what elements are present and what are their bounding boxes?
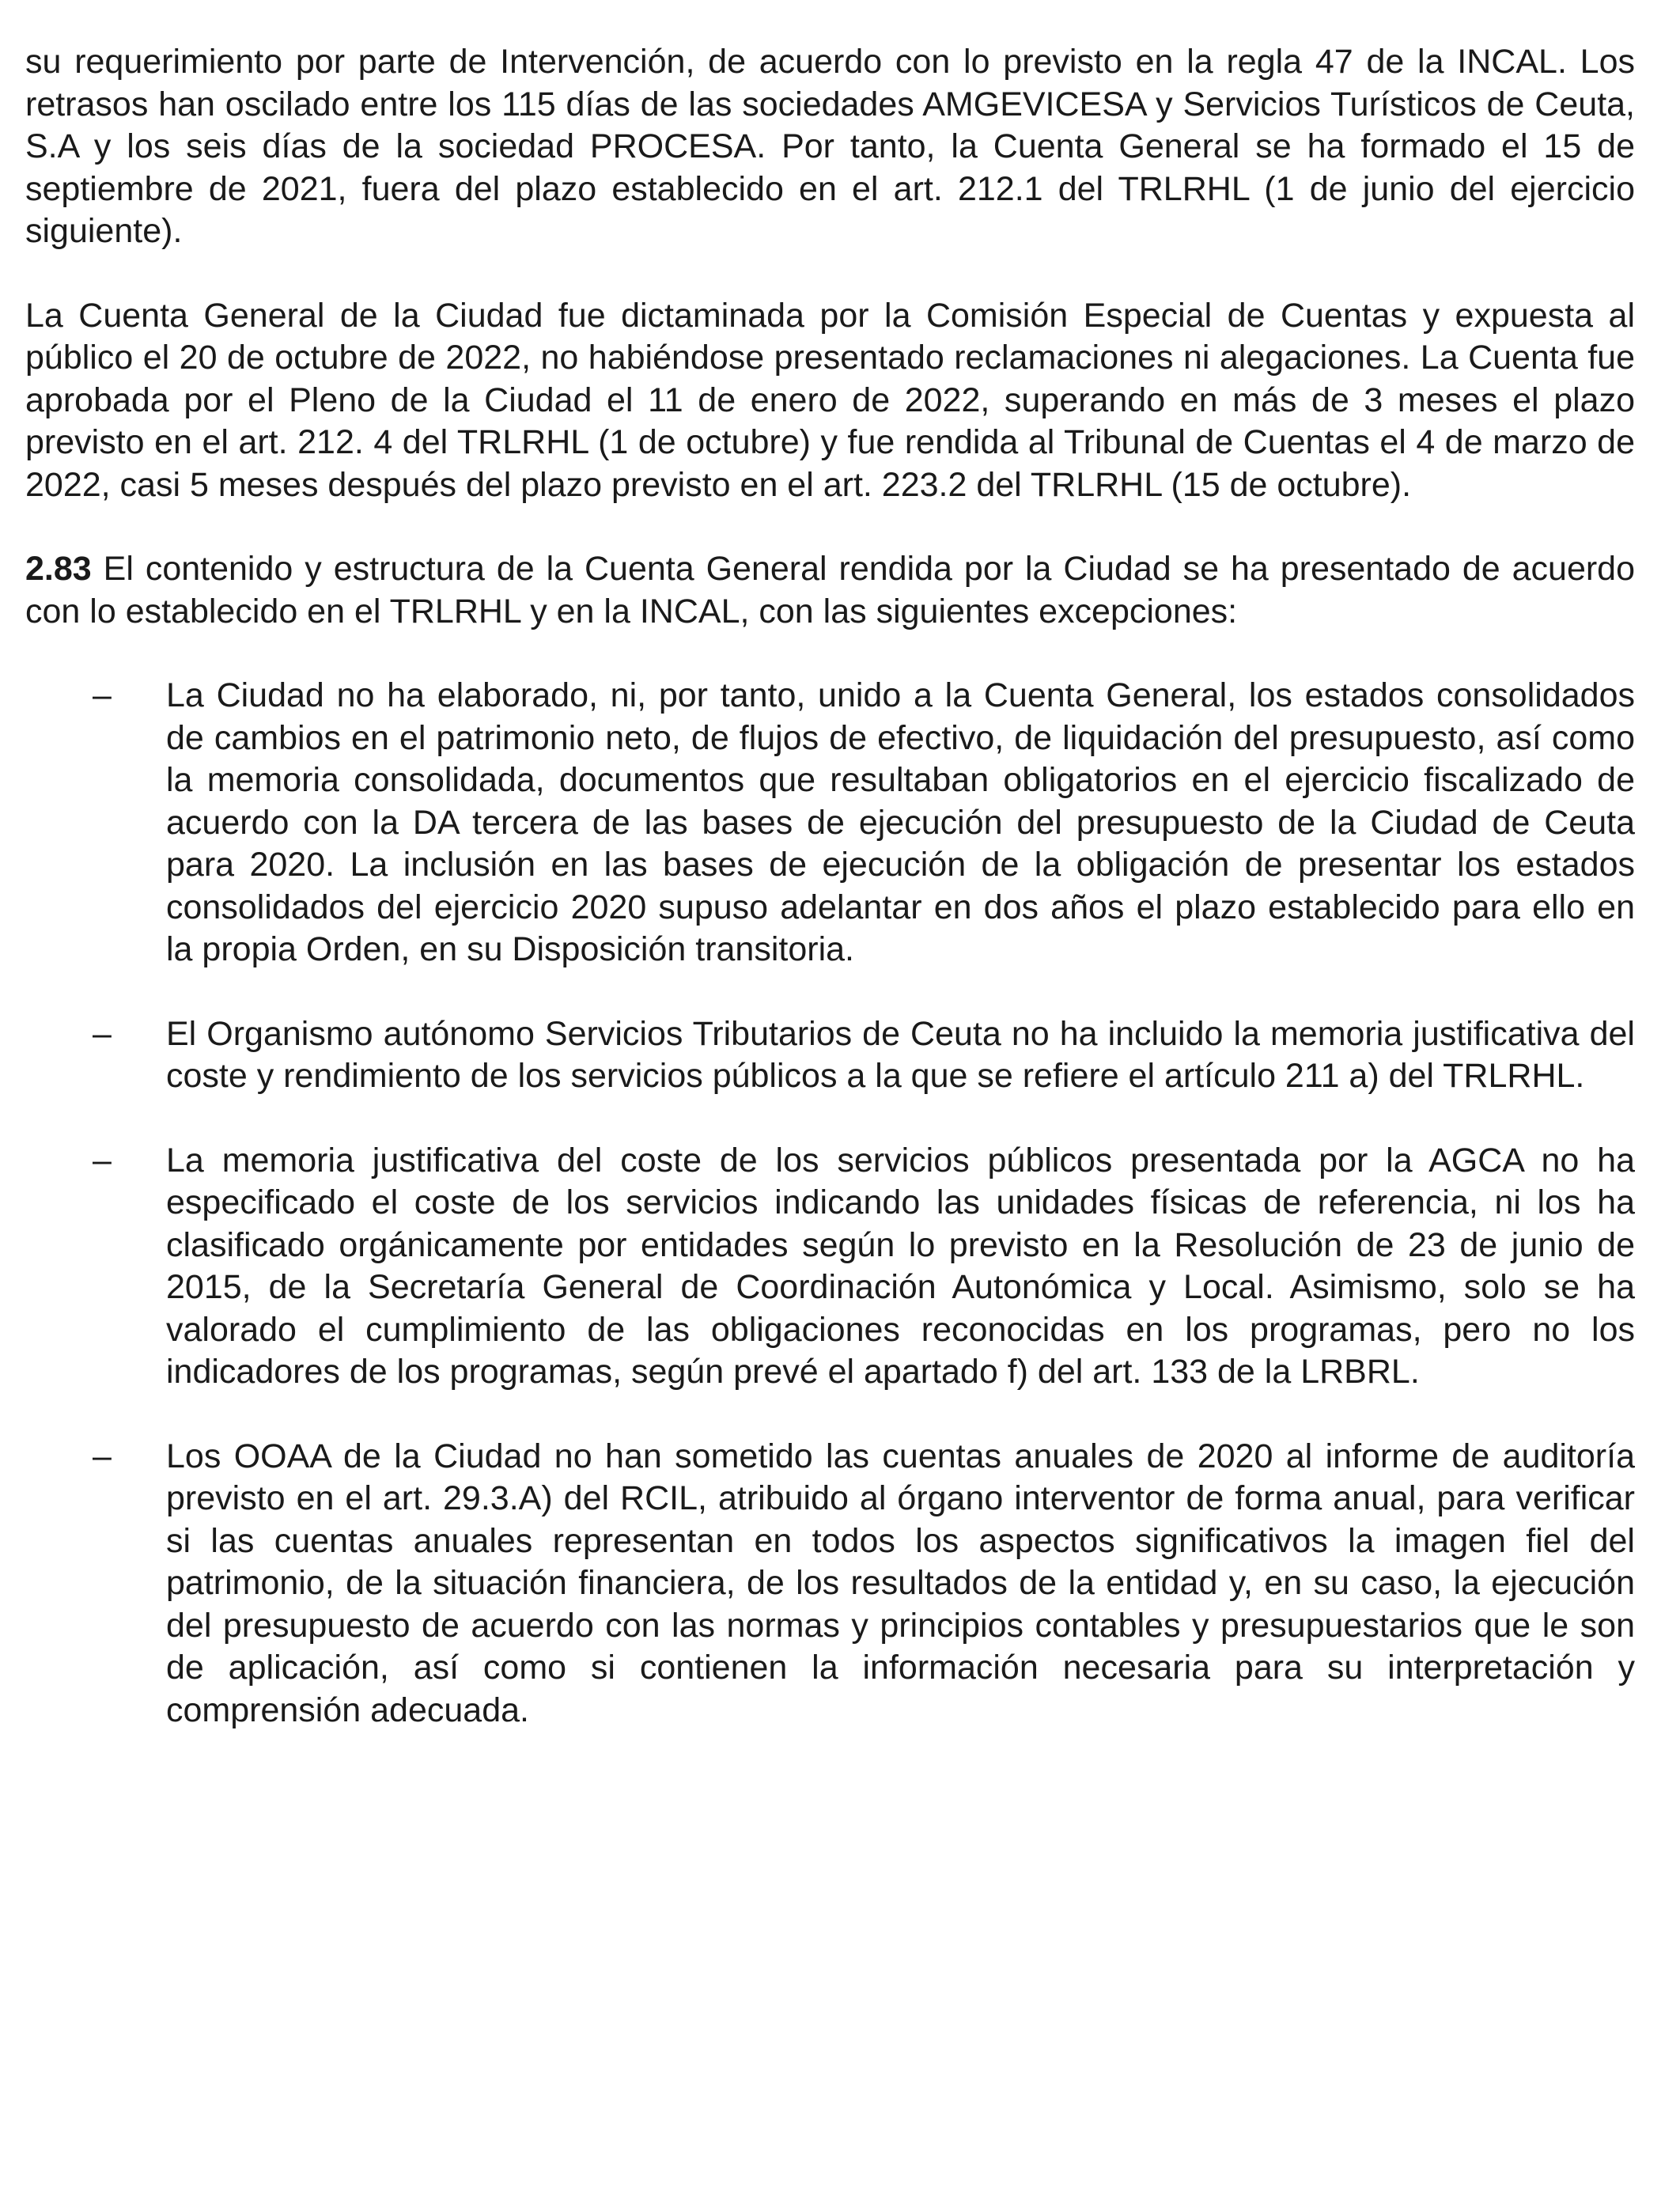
dash-bullet-icon: – <box>93 1437 112 1475</box>
section-2-83 <box>25 548 1635 633</box>
section-text: El contenido y estructura de la Cuenta General rendida por la Ciudad se ha presentado de acuerdo con lo establecido en el TRLRHL y en la INCAL, con las siguientes excepciones: <box>25 550 1636 630</box>
list-item-text: La Ciudad no ha elaborado, ni, por tanto, unido a la Cuenta General, los estados consolidados de cambios en el patrimonio neto, de flujos de efectivo, de liquidación del presupuesto, así como la memoria consolidada, documentos que resultaban obligatorios en el ejercicio fiscalizado de acuerdo con la DA tercera de las bases de ejecución del presupuesto de la Ciudad de Ceuta para 2020. La inclusión en las bases de ejecución de la obligación de presentar los estados consolidados del ejercicio 2020 supuso adelantar en dos años el plazo establecido para ello en la propia Orden, en su Disposición transitoria. <box>166 676 1635 968</box>
list-item-text: El Organismo autónomo Servicios Tributarios de Ceuta no ha incluido la memoria justificativa del coste y rendimiento de los servicios públicos a la que se refiere el artículo 211 a) del TRLRHL. <box>166 1014 1635 1095</box>
list-item <box>25 1140 1635 1394</box>
list-item-text: Los OOAA de la Ciudad no han sometido las cuentas anuales de 2020 al informe de auditoría previsto en el art. 29.3.A) del RCIL, atribuido al órgano interventor de forma anual, para verificar si las cuentas anuales representan en todos los aspectos significativos la imagen fiel del patrimonio, de la situación financiera, de los resultados de la entidad y, en su caso, la ejecución del presupuesto de acuerdo con las normas y principios contables y presupuestarios que le son de aplicación, así como si contienen la información necesaria para su interpretación y comprensión adecuada. <box>166 1437 1635 1729</box>
section-number: 2.83 <box>25 550 92 588</box>
exceptions-list <box>25 675 1635 1732</box>
paragraph-cuenta-general: La Cuenta General de la Ciudad fue dictaminada por la Comisión Especial de Cuentas y expuesta al público el 20 de octubre de 2022, no habiéndose presentado reclamaciones ni alegaciones. La Cuenta fue aprobada por el Pleno de la Ciudad el 11 de enero de 2022, superando en más de 3 meses el plazo previsto en el art. 212. 4 del TRLRHL (1 de octubre) y fue rendida al Tribunal de Cuentas el 4 de marzo de 2022, casi 5 meses después del plazo previsto en el art. 223.2 del TRLRHL (15 de octubre). <box>25 296 1635 504</box>
list-item <box>25 1013 1635 1098</box>
list-item-text: La memoria justificativa del coste de los servicios públicos presentada por la AGCA no ha especificado el coste de los servicios indicando las unidades físicas de referencia, ni los ha clasificado orgánicamente por entidades según lo previsto en la Resolución de 23 de junio de 2015, de la Secretaría General de Coordinación Autonómica y Local. Asimismo, solo se ha valorado el cumplimiento de las obligaciones reconocidas en los programas, pero no los indicadores de los programas, según prevé el apartado f) del art. 133 de la LRBRL. <box>166 1141 1635 1391</box>
dash-bullet-icon: – <box>93 1141 112 1179</box>
list-item <box>25 1436 1635 1732</box>
dash-bullet-icon: – <box>93 1014 112 1053</box>
dash-bullet-icon: – <box>93 676 112 714</box>
list-item <box>25 675 1635 971</box>
document-page <box>25 41 1635 1774</box>
paragraph-continuation: su requerimiento por parte de Intervención, de acuerdo con lo previsto en la regla 47 de la INCAL. Los retrasos han oscilado entre los 115 días de las sociedades AMGEVICESA y Servicios Turísticos de Ceuta, S.A y los seis días de la sociedad PROCESA. Por tanto, la Cuenta General se ha formado el 15 de septiembre de 2021, fuera del plazo establecido en el art. 212.1 del TRLRHL (1 de junio del ejercicio siguiente). <box>25 43 1635 250</box>
